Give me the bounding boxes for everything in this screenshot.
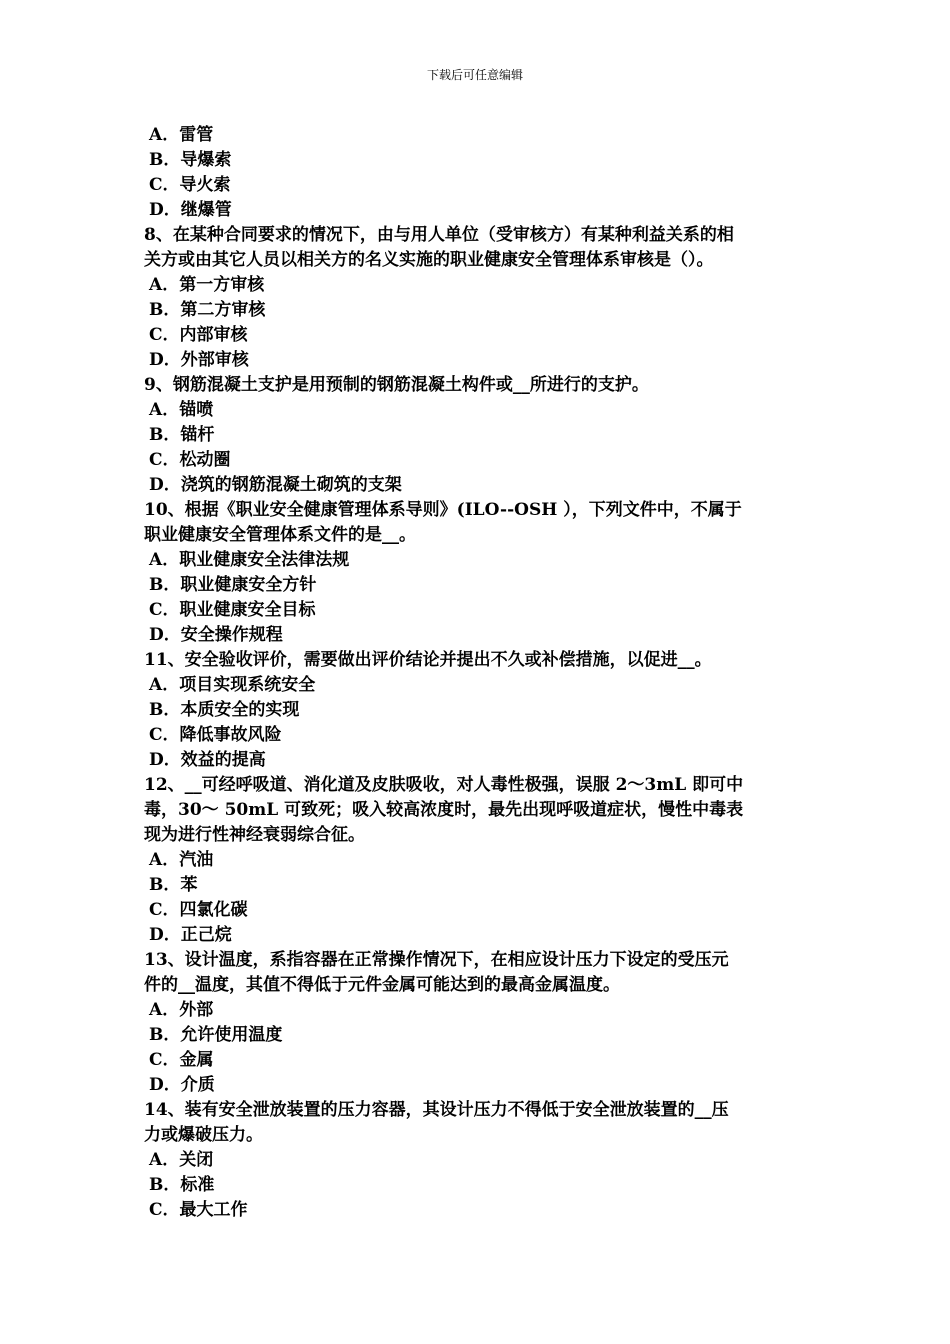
page-header-note: 下载后可任意编辑 <box>426 68 523 82</box>
answer-option: D．浇筑的钢筋混凝土砌筑的支架 <box>149 475 402 495</box>
question-text-line: 10、根据《职业安全健康管理体系导则》(ILO--OSH ），下列文件中，不属于 <box>144 500 742 520</box>
answer-option: C．最大工作 <box>149 1200 248 1220</box>
answer-option: A．职业健康安全法律法规 <box>149 550 350 570</box>
answer-option: B．本质安全的实现 <box>149 700 300 720</box>
question-text-line: 12、__可经呼吸道、消化道及皮肤吸收，对人毒性极强，误服 2～3mL 即可中 <box>144 775 744 795</box>
answer-option: B．锚杆 <box>149 425 215 445</box>
question-text-line: 11、安全验收评价，需要做出评价结论并提出不久或补偿措施，以促进__。 <box>144 650 712 670</box>
answer-option: B．第二方审核 <box>149 300 266 320</box>
question-text-line: 9、钢筋混凝土支护是用预制的钢筋混凝土构件或__所进行的支护。 <box>144 375 649 395</box>
question-text-line: 13、设计温度，系指容器在正常操作情况下，在相应设计压力下设定的受压元 <box>144 950 729 970</box>
answer-option: C．导火索 <box>149 175 231 195</box>
question-text-line: 力或爆破压力。 <box>144 1125 263 1145</box>
question-text-line: 毒，30～ 50mL 可致死；吸入较高浓度时，最先出现呼吸道症状，慢性中毒表 <box>144 800 744 820</box>
answer-option: A．汽油 <box>149 850 214 870</box>
answer-option: A．第一方审核 <box>149 275 265 295</box>
question-text-line: 关方或由其它人员以相关方的名义实施的职业健康安全管理体系审核是（）。 <box>144 250 714 270</box>
answer-option: B．标准 <box>149 1175 215 1195</box>
answer-option: C．金属 <box>149 1050 214 1070</box>
answer-option: B．职业健康安全方针 <box>149 575 317 595</box>
answer-option: D．外部审核 <box>149 350 249 370</box>
answer-option: A．项目实现系统安全 <box>149 675 316 695</box>
answer-option: C．松动圈 <box>149 450 231 470</box>
answer-option: A．关闭 <box>149 1150 214 1170</box>
answer-option: C．降低事故风险 <box>149 725 282 745</box>
question-text-line: 14、装有安全泄放装置的压力容器，其设计压力不得低于安全泄放装置的__压 <box>144 1100 729 1120</box>
question-text-line: 件的__温度，其值不得低于元件金属可能达到的最高金属温度。 <box>144 975 620 995</box>
answer-option: C．四氯化碳 <box>149 900 248 920</box>
answer-option: A．雷管 <box>149 125 214 145</box>
document-body <box>144 123 809 1223</box>
answer-option: D．效益的提高 <box>149 750 266 770</box>
answer-option: D．正己烷 <box>149 925 232 945</box>
question-text-line: 8、在某种合同要求的情况下，由与用人单位（受审核方）有某种利益关系的相 <box>144 225 734 245</box>
answer-option: B．允许使用温度 <box>149 1025 283 1045</box>
answer-option: D．继爆管 <box>149 200 232 220</box>
answer-option: C．职业健康安全目标 <box>149 600 316 620</box>
answer-option: A．外部 <box>149 1000 214 1020</box>
answer-option: B．导爆索 <box>149 150 232 170</box>
answer-option: B．苯 <box>149 875 198 895</box>
answer-option: A．锚喷 <box>149 400 214 420</box>
answer-option: C．内部审核 <box>149 325 248 345</box>
question-text-line: 现为进行性神经衰弱综合征。 <box>144 825 365 845</box>
answer-option: D．介质 <box>149 1075 215 1095</box>
question-text-line: 职业健康安全管理体系文件的是__。 <box>144 525 416 545</box>
answer-option: D．安全操作规程 <box>149 625 283 645</box>
